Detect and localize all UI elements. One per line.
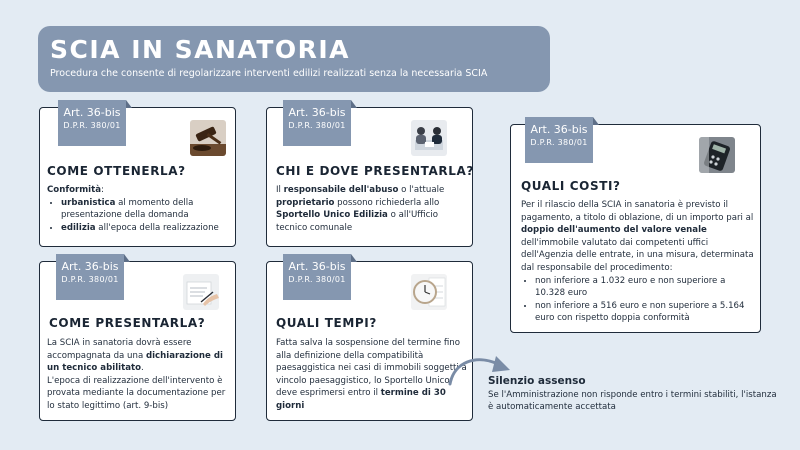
- text: Il: [276, 185, 284, 195]
- card-quali-costi: [510, 124, 761, 333]
- text-bold: proprietario: [276, 197, 335, 208]
- card-body: [47, 337, 233, 413]
- card-title: COME OTTENERLA?: [47, 164, 186, 178]
- text-bold: responsabile dell'abuso: [283, 185, 399, 195]
- card-chi-e-dove: [266, 107, 473, 247]
- article-law: D.P.R. 380/01: [63, 121, 121, 130]
- article-law: D.P.R. 380/01: [288, 275, 346, 284]
- intro-bold: Conformità: [47, 185, 102, 195]
- text: o all'Ufficio tecnico comunale: [276, 210, 438, 233]
- gavel-icon: [190, 120, 226, 156]
- article-ribbon: [283, 254, 351, 300]
- card-quali-tempi: [266, 261, 473, 421]
- article-ribbon: [283, 100, 351, 146]
- text: Fatta salva la sospensione del termine fino alla definizione della compatibilità paesaggistica nei casi di immobili soggetti a vincolo paesaggistico, lo Sportello Unico deve esprimersi entro il: [276, 338, 467, 399]
- card-title: COME PRESENTARLA?: [49, 316, 206, 330]
- item-rest: al momento della presentazione della domanda: [61, 197, 194, 221]
- article-ribbon: [525, 117, 593, 163]
- page-title: SCIA IN SANATORIA: [50, 35, 351, 64]
- intro-rest: :: [101, 185, 104, 195]
- meeting-icon: [411, 120, 447, 156]
- card-title: CHI E DOVE PRESENTARLA?: [276, 164, 474, 178]
- article-law: D.P.R. 380/01: [288, 121, 346, 130]
- article-number: Art. 36-bis: [61, 260, 119, 273]
- clock-icon: [411, 274, 447, 310]
- card-body: [521, 199, 755, 325]
- header-banner: [38, 26, 550, 92]
- list-item: [61, 197, 233, 222]
- card-come-ottenerla: [39, 107, 236, 247]
- article-ribbon: [56, 254, 124, 300]
- page-subtitle: Procedura che consente di regolarizzare interventi edilizi realizzati senza la necessaria SCIA: [50, 68, 488, 79]
- silenzio-title: Silenzio assenso: [488, 375, 586, 387]
- article-number: Art. 36-bis: [63, 106, 121, 119]
- article-law: D.P.R. 380/01: [61, 275, 119, 284]
- text: dell'immobile valutato dai competenti uffici dell'Agenzia delle entrate, in una misura, determinata dal responsabile del procedimento:: [521, 237, 754, 273]
- item-bold: urbanistica: [61, 197, 116, 208]
- text: Per il rilascio della SCIA in sanatoria è previsto il pagamento, a titolo di oblazione, di un importo pari al: [521, 200, 754, 223]
- text: La SCIA in sanatoria dovrà essere accompagnata da una: [47, 338, 192, 361]
- list-item: • non inferiore a 1.032 euro e non superiore a 10.328 euro: [535, 275, 755, 300]
- list-item: • non inferiore a 516 euro e non superiore a 5.164 euro con rispetto doppia conformità: [535, 300, 755, 325]
- text-bold: dichiarazione di un tecnico abilitato: [47, 350, 223, 374]
- article-number: Art. 36-bis: [530, 123, 588, 136]
- card-title: QUALI COSTI?: [521, 179, 621, 193]
- calculator-icon: [699, 137, 735, 173]
- card-body: [47, 184, 233, 234]
- card-body: [276, 337, 468, 413]
- card-title: QUALI TEMPI?: [276, 316, 377, 330]
- text: possono richiederla allo: [334, 197, 440, 208]
- text: o l'attuale: [398, 185, 445, 195]
- card-body: [276, 184, 468, 234]
- silenzio-assenso: [488, 375, 778, 413]
- article-law: D.P.R. 380/01: [530, 138, 588, 147]
- item-rest: all'epoca della realizzazione: [95, 222, 219, 233]
- text-bold: doppio dell'aumento del valore venale: [521, 225, 707, 236]
- silenzio-text: Se l'Amministrazione non risponde entro i termini stabiliti, l'istanza è automaticamente accettata: [488, 390, 777, 412]
- text: L'epoca di realizzazione dell'intervento è provata mediante la documentazione per lo stato legittimo (art. 9-bis): [47, 375, 226, 411]
- article-number: Art. 36-bis: [288, 106, 346, 119]
- item-bold: edilizia: [61, 222, 96, 233]
- card-come-presentarla: [39, 261, 236, 421]
- list-item: [61, 222, 233, 235]
- signing-icon: [183, 274, 219, 310]
- article-ribbon: [58, 100, 126, 146]
- text-bold: Sportello Unico Edilizia: [276, 210, 388, 221]
- article-number: Art. 36-bis: [288, 260, 346, 273]
- text: .: [141, 363, 144, 374]
- text-bold: termine di 30 giorni: [276, 388, 446, 411]
